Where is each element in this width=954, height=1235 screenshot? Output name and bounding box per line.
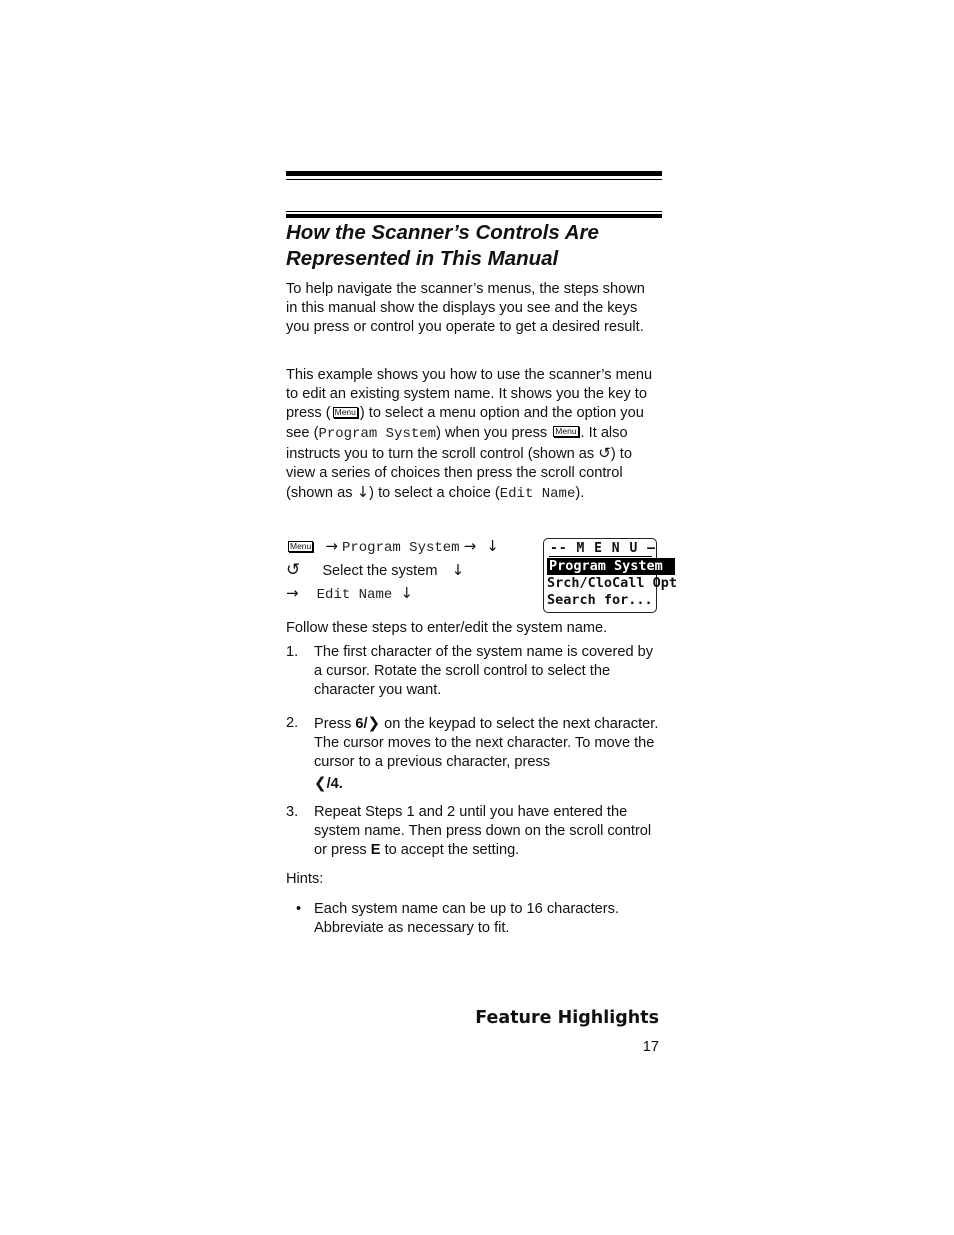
select-system-text: Select the system <box>322 563 438 579</box>
follow-steps-text: Follow these steps to enter/edit the system name. <box>286 620 608 636</box>
chevron-left-icon: ❮ <box>314 774 327 793</box>
down-arrow-icon: ↓ <box>356 483 370 502</box>
section-rule-thick <box>286 214 662 218</box>
step-text: to accept the setting. <box>380 841 520 858</box>
program-system-code: Program System <box>341 540 460 556</box>
section-title-line1: How the Scanner’s Controls Are <box>286 221 599 244</box>
menu-key: Menu <box>334 407 356 418</box>
lcd-line: Search for... <box>547 592 653 608</box>
list-number: 2. <box>286 715 299 731</box>
list-text: The first character of the system name is covered by a cursor. Rotate the scroll control to select the character you want. <box>314 644 654 698</box>
list-text <box>314 714 664 794</box>
lcd-line: Srch/CloCall Opt <box>547 575 678 591</box>
right-arrow-icon: → <box>286 584 299 602</box>
intro-paragraph: To help navigate the scanner’s menus, the steps shown in this manual show the displays you see and the keys you press or control you operate to get a desired result. <box>286 281 645 335</box>
example-text-a: This example shows you how to use the scanner’s menu to edit an existing system name. It shows you the key to press ( <box>286 367 653 422</box>
example-text-e: ) to view a series of choices then press the scroll control (shown as <box>286 445 632 502</box>
page-number: 17 <box>642 1039 659 1055</box>
scroll-control-icon: ↺ <box>286 560 301 580</box>
section-title-line2: Represented in This Manual <box>286 247 559 270</box>
step-text: Press <box>314 716 356 732</box>
section-rule-thin <box>286 211 662 212</box>
list-number: 1. <box>286 644 299 660</box>
lcd-selected-line: Program System <box>547 558 675 575</box>
menu-key: Menu <box>290 540 312 551</box>
down-arrow-icon: ↓ <box>400 584 413 602</box>
right-arrow-icon: → <box>463 537 477 555</box>
key-4: /4. <box>326 776 343 793</box>
list-number: 3. <box>286 804 299 820</box>
right-arrow-icon: → <box>325 537 338 555</box>
down-arrow-icon: ↓ <box>451 561 465 579</box>
list-text <box>314 803 664 859</box>
example-paragraph <box>286 366 660 504</box>
header-rule-top <box>286 171 662 176</box>
lcd-menu-display <box>543 538 678 613</box>
header-rule-top-thin <box>286 179 662 180</box>
menu-key: Menu <box>555 426 577 437</box>
example-text-b: ) to select a menu option and the option you see ( <box>286 405 644 441</box>
step-text: on the keypad to select the next character. The cursor moves to the next character. To move the cursor to a previous character, press <box>314 716 659 770</box>
down-arrow-icon: ↓ <box>486 537 499 555</box>
program-system-code: Program System <box>318 425 437 442</box>
scroll-control-icon: ↺ <box>598 443 611 462</box>
step-text: Repeat Steps 1 and 2 until you have entered the system name. Then press down on the scroll control or press <box>314 804 652 858</box>
hints-label: Hints: <box>286 871 324 887</box>
example-text-f: ) to select a choice ( <box>369 485 500 502</box>
edit-name-code: Edit Name <box>499 486 576 503</box>
chevron-right-icon: ❯ <box>367 714 381 732</box>
key-e: E <box>370 841 381 858</box>
footer-section-title: Feature Highlights <box>475 1008 659 1028</box>
key-6: 6/ <box>355 716 368 732</box>
edit-name-code: Edit Name <box>316 587 393 603</box>
example-text-c: ) when you press <box>436 424 548 441</box>
section-title <box>286 220 666 272</box>
lcd-header-underline <box>549 556 652 557</box>
example-text-g: ). <box>575 485 585 502</box>
bullet: • <box>296 901 302 917</box>
lcd-header: -- M E N U — <box>550 541 656 556</box>
hint-text: Each system name can be up to 16 characters. Abbreviate as necessary to fit. <box>314 901 620 936</box>
example-text-d: . It also instructs you to turn the scroll control (shown as <box>286 424 628 462</box>
